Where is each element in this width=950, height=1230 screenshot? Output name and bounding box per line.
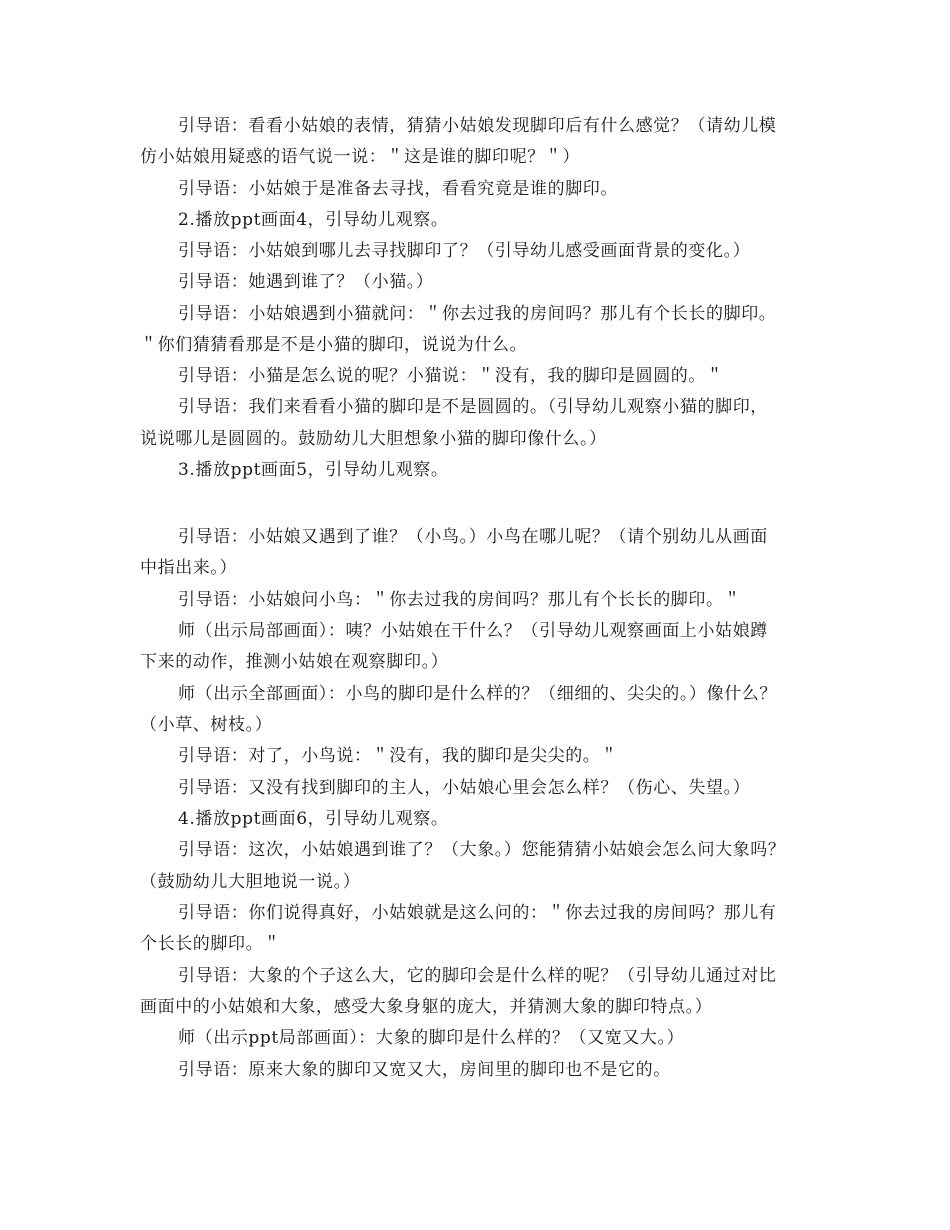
section-heading: 3.播放ppt画面5，引导幼儿观察。 xyxy=(178,460,449,480)
paragraph-line: 引导语：对了，小鸟说：＂没有，我的脚印是尖尖的。＂ xyxy=(178,746,618,766)
paragraph-line: 引导语：小姑娘到哪儿去寻找脚印了？（引导幼儿感受画面背景的变化。） xyxy=(178,241,751,261)
paragraph-line: 引导语：你们说得真好，小姑娘就是这么问的：＂你去过我的房间吗？那儿有 xyxy=(178,903,777,923)
section-heading: 2.播放ppt画面4，引导幼儿观察。 xyxy=(178,210,449,230)
paragraph-line: 师（出示全部画面）：小鸟的脚印是什么样的？（细细的、尖尖的。）像什么？ xyxy=(178,684,777,704)
paragraph-line: 引导语：这次，小姑娘遇到谁了？（大象。）您能猜猜小姑娘会怎么问大象吗？ xyxy=(178,840,786,860)
paragraph-line: ＂你们猜猜看那是不是小猫的脚印，说说为什么。 xyxy=(140,335,528,355)
paragraph-line: 引导语：她遇到谁了？（小猫。） xyxy=(178,272,434,292)
paragraph-line: 师（出示局部画面）：咦？小姑娘在干什么？（引导幼儿观察画面上小姑娘蹲 xyxy=(178,621,768,641)
paragraph-line: 画面中的小姑娘和大象，感受大象身躯的庞大，并猜测大象的脚印特点。） xyxy=(140,997,713,1017)
paragraph-line: 引导语：小猫是怎么说的呢？小猫说：＂没有，我的脚印是圆圆的。＂ xyxy=(178,366,724,386)
paragraph-line: 引导语：小姑娘又遇到了谁？（小鸟。）小鸟在哪儿呢？（请个别幼儿从画面 xyxy=(178,527,768,547)
paragraph-line: 引导语：小姑娘遇到小猫就问：＂你去过我的房间吗？那儿有个长长的脚印。 xyxy=(178,304,777,324)
paragraph-line: 引导语：小姑娘于是准备去寻找，看看究竟是谁的脚印。 xyxy=(178,179,618,199)
paragraph-line: 引导语：又没有找到脚印的主人，小姑娘心里会怎么样？（伤心、失望。） xyxy=(178,778,751,798)
paragraph-line: 引导语：小姑娘问小鸟：＂你去过我的房间吗？那儿有个长长的脚印。＂ xyxy=(178,590,742,610)
paragraph-line: 引导语：大象的个子这么大，它的脚印会是什么样的呢？（引导幼儿通过对比 xyxy=(178,966,777,986)
paragraph-line: 下来的动作，推测小姑娘在观察脚印。） xyxy=(140,652,449,672)
paragraph-line: 引导语：我们来看看小猫的脚印是不是圆圆的。（引导幼儿观察小猫的脚印， xyxy=(178,397,768,417)
paragraph-line: （鼓励幼儿大胆地说一说。） xyxy=(140,872,361,892)
paragraph-line: 引导语：看看小姑娘的表情，猜猜小姑娘发现脚印后有什么感觉？（请幼儿模 xyxy=(178,116,777,136)
paragraph-line: 仿小姑娘用疑惑的语气说一说：＂这是谁的脚印呢？＂） xyxy=(140,147,580,167)
paragraph-line: （小草、树枝。） xyxy=(140,715,273,735)
paragraph-line: 中指出来。） xyxy=(140,558,238,578)
paragraph-line: 引导语：原来大象的脚印又宽又大，房间里的脚印也不是它的。 xyxy=(178,1060,671,1080)
paragraph-line: 个长长的脚印。＂ xyxy=(140,934,281,954)
section-heading: 4.播放ppt画面6，引导幼儿观察。 xyxy=(178,809,449,829)
paragraph-line: 师（出示ppt局部画面）：大象的脚印是什么样的？（又宽又大。） xyxy=(178,1028,685,1048)
paragraph-line: 说说哪儿是圆圆的。鼓励幼儿大胆想象小猫的脚印像什么。） xyxy=(140,429,607,449)
